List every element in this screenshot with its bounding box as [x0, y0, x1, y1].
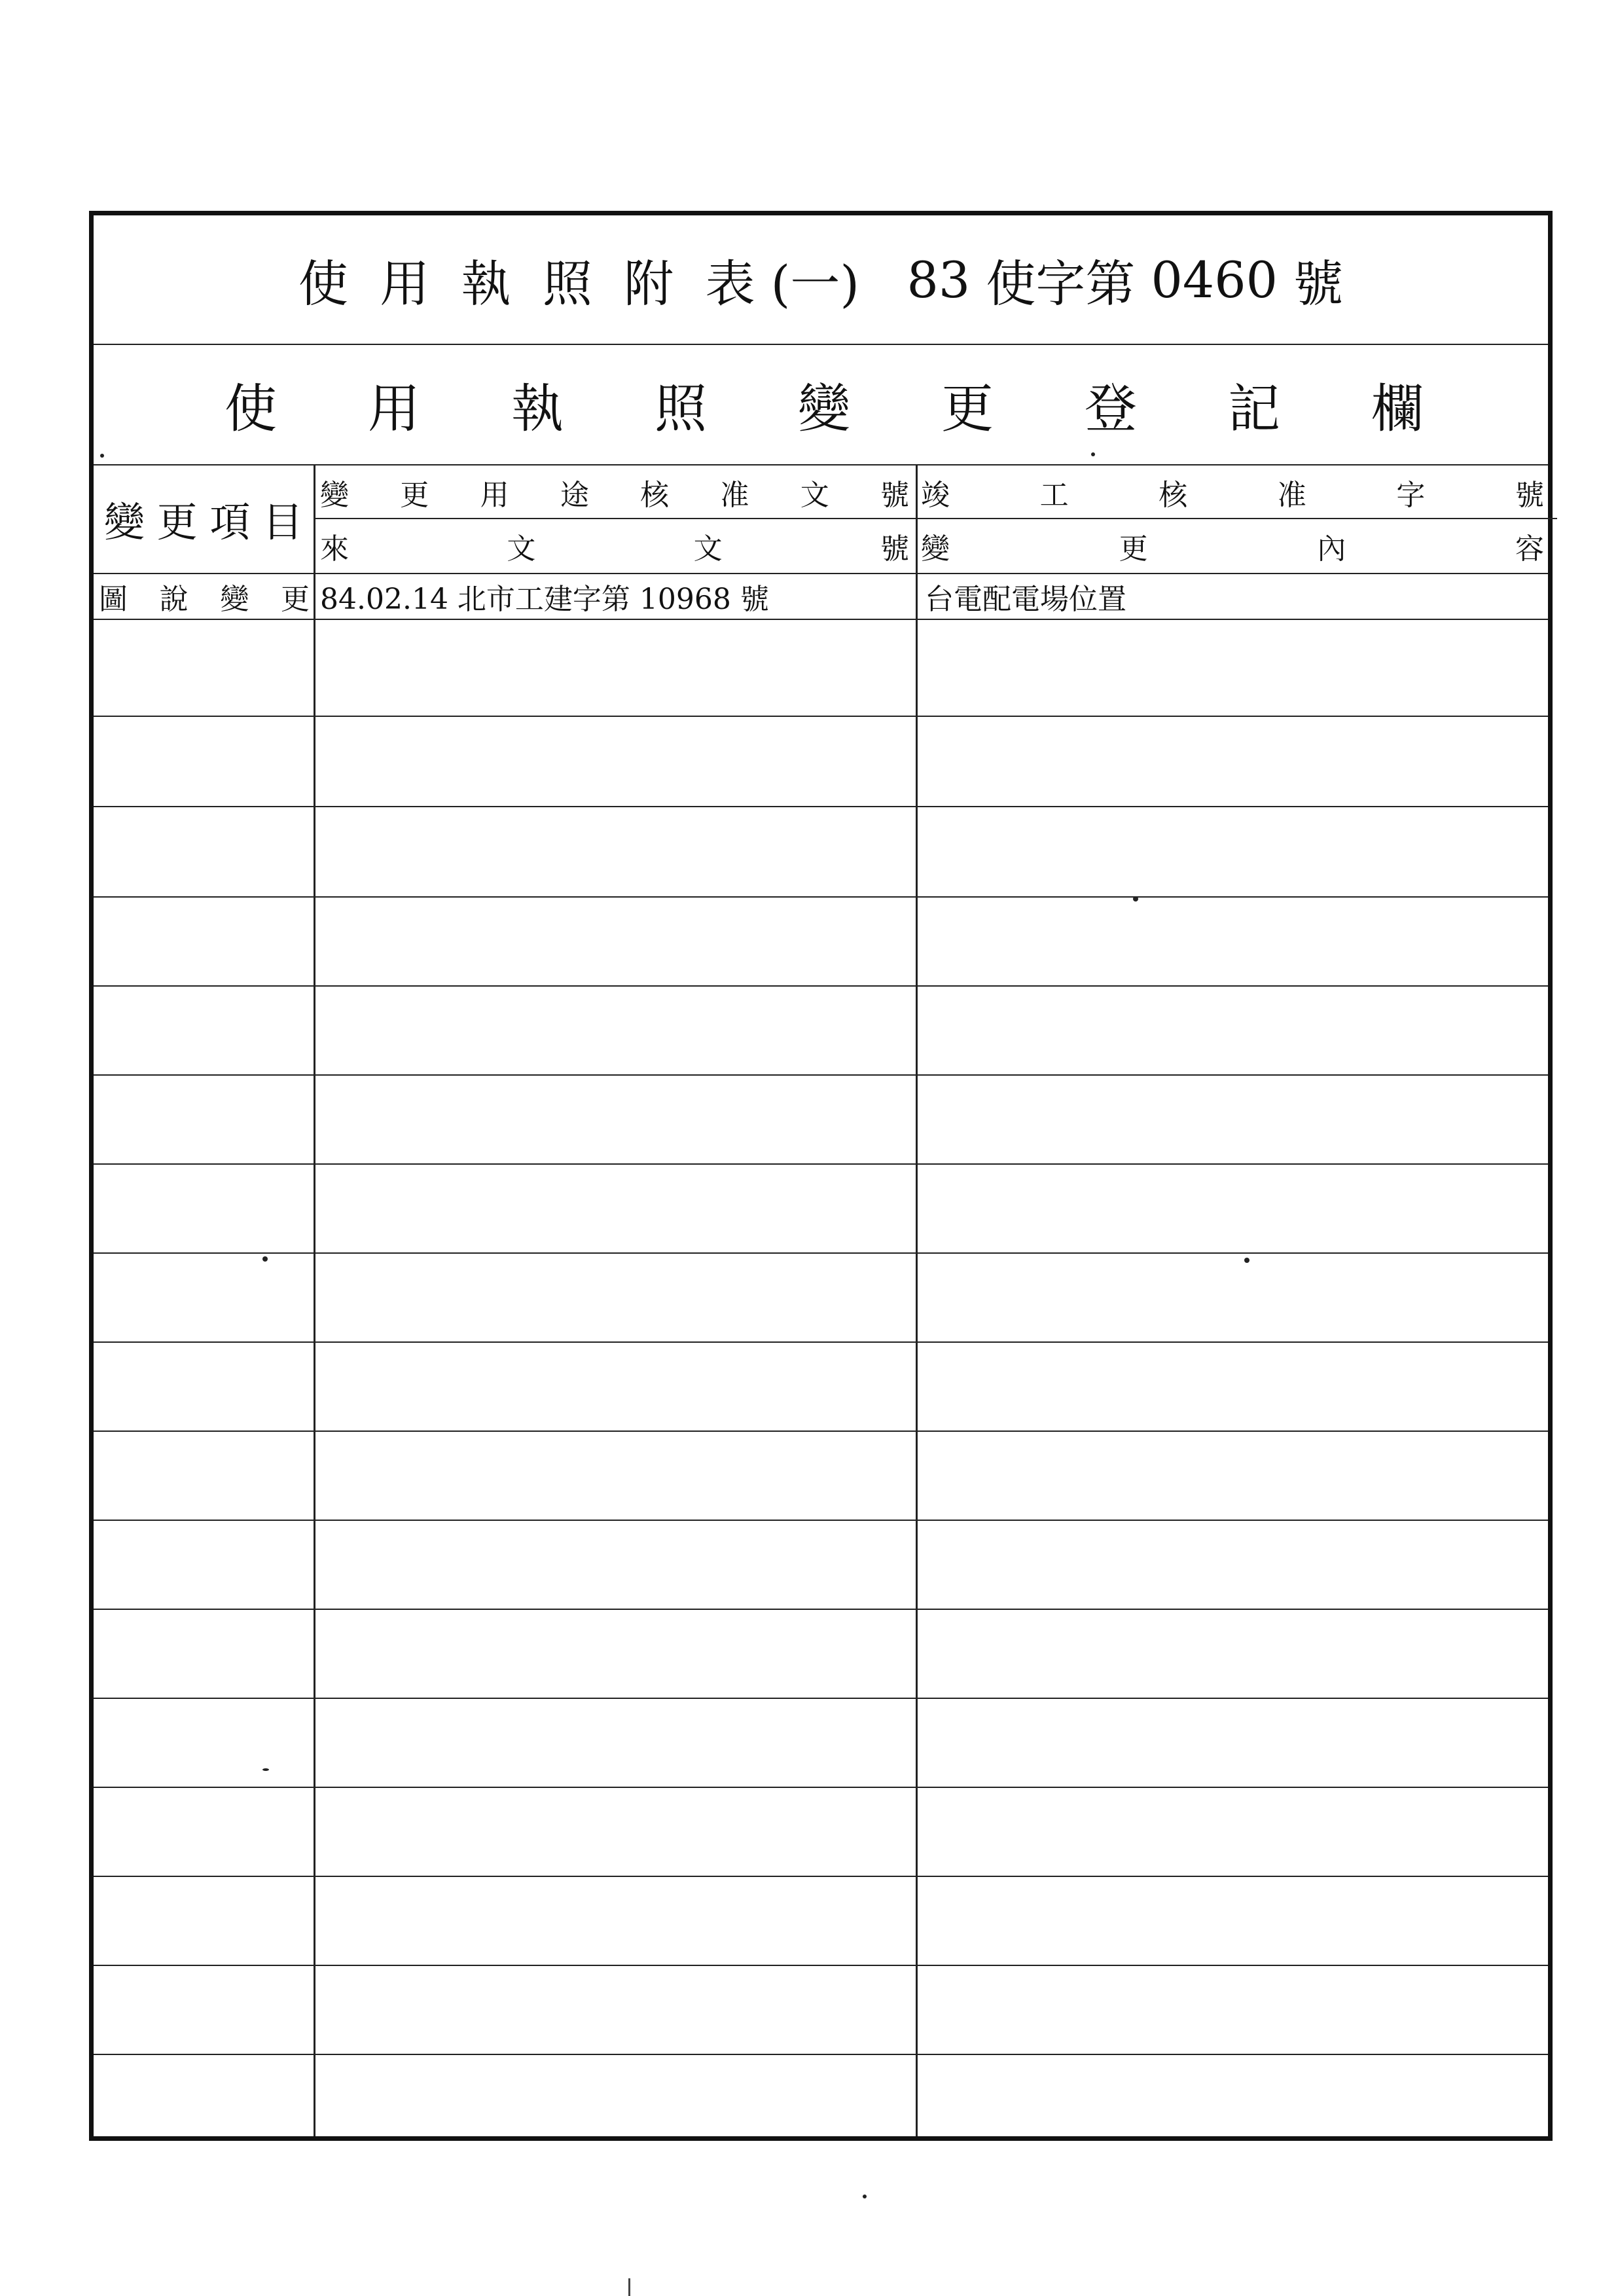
row-char: 更	[280, 583, 310, 616]
subtitle-char: 欄	[1371, 378, 1424, 439]
scan-speck	[863, 2195, 867, 2198]
header-char: 變	[320, 479, 349, 512]
scan-speck	[100, 454, 104, 458]
header-char: 號	[1515, 479, 1544, 512]
header-incoming-doc-no	[316, 519, 913, 573]
divider	[94, 1876, 1548, 1877]
header-char: 項	[209, 498, 251, 546]
divider	[94, 619, 1548, 620]
header-char: 文	[693, 532, 723, 566]
divider	[94, 806, 1548, 807]
title-char: 號	[1293, 254, 1344, 313]
scan-speck	[262, 1768, 269, 1771]
header-char: 准	[1277, 479, 1306, 512]
divider	[94, 1698, 1548, 1699]
header-char: 容	[1515, 532, 1544, 566]
row-char: 說	[159, 583, 189, 616]
row-doc-no: 84.02.14 北市工建字第 10968 號	[320, 583, 769, 616]
divider	[94, 1520, 1548, 1521]
divider	[94, 1163, 1548, 1165]
header-char: 更	[400, 479, 429, 512]
column-divider	[314, 464, 315, 2136]
scan-speck	[1091, 452, 1095, 456]
title-char: 使	[298, 254, 348, 313]
divider	[94, 985, 1548, 987]
header-char: 來	[320, 532, 349, 566]
title-char: 用	[380, 254, 430, 313]
header-char: 目	[262, 498, 303, 546]
header-char: 變	[921, 532, 950, 566]
divider	[94, 2054, 1548, 2055]
header-char: 核	[1159, 479, 1188, 512]
subtitle-char: 登	[1085, 378, 1137, 439]
header-char: 文	[800, 479, 829, 512]
header-char: 工	[1039, 479, 1069, 512]
header-change-content	[918, 519, 1547, 573]
header-char: 用	[480, 479, 509, 512]
header-char: 竣	[921, 479, 950, 512]
column-divider	[916, 464, 918, 2136]
permit-number-prefix: 83	[907, 250, 971, 309]
subtitle-char: 照	[655, 378, 707, 439]
header-char: 更	[156, 498, 198, 546]
title-char: 執	[461, 254, 511, 313]
header-char: 號	[880, 532, 909, 566]
header-char: 變	[104, 498, 145, 546]
header-char: 核	[640, 479, 670, 512]
divider	[94, 1341, 1548, 1343]
subtitle-char: 記	[1228, 378, 1280, 439]
header-approval-doc-no	[316, 467, 913, 518]
form-subtitle	[94, 344, 1548, 464]
permit-number: 0460	[1151, 250, 1278, 309]
header-char: 途	[560, 479, 589, 512]
form-title	[94, 215, 1548, 345]
row-char: 圖	[99, 583, 128, 616]
row-change-item	[96, 574, 312, 619]
subtitle-char: 變	[798, 378, 850, 439]
use-permit-change-register-form	[89, 211, 1553, 2141]
permit-number-word: 使字第	[986, 254, 1136, 313]
divider	[94, 1252, 1548, 1254]
header-completion-no	[918, 467, 1547, 518]
header-change-item	[94, 464, 314, 573]
scan-speck	[1133, 896, 1138, 902]
title-char: 表	[705, 254, 755, 313]
title-char: 附	[624, 254, 674, 313]
subtitle-char: 執	[511, 378, 564, 439]
subtitle-char: 使	[225, 378, 277, 439]
row-char: 變	[220, 583, 249, 616]
divider	[94, 1430, 1548, 1432]
divider	[94, 716, 1548, 717]
divider	[94, 896, 1548, 898]
scan-mark	[628, 2278, 630, 2296]
row-change-content: 台電配電場位置	[925, 583, 1126, 616]
divider	[94, 1609, 1548, 1610]
scan-speck	[1244, 1258, 1249, 1263]
header-char: 准	[720, 479, 749, 512]
title-char: 照	[542, 254, 592, 313]
scan-speck	[262, 1256, 268, 1262]
header-char: 文	[507, 532, 536, 566]
divider	[94, 1965, 1548, 1966]
header-char: 字	[1396, 479, 1426, 512]
header-char: 號	[880, 479, 909, 512]
title-char: (一)	[770, 254, 859, 313]
divider	[94, 1787, 1548, 1788]
subtitle-char: 用	[368, 378, 420, 439]
header-char: 更	[1119, 532, 1148, 566]
subtitle-char: 更	[941, 378, 994, 439]
divider	[94, 1074, 1548, 1076]
header-char: 內	[1317, 532, 1346, 566]
